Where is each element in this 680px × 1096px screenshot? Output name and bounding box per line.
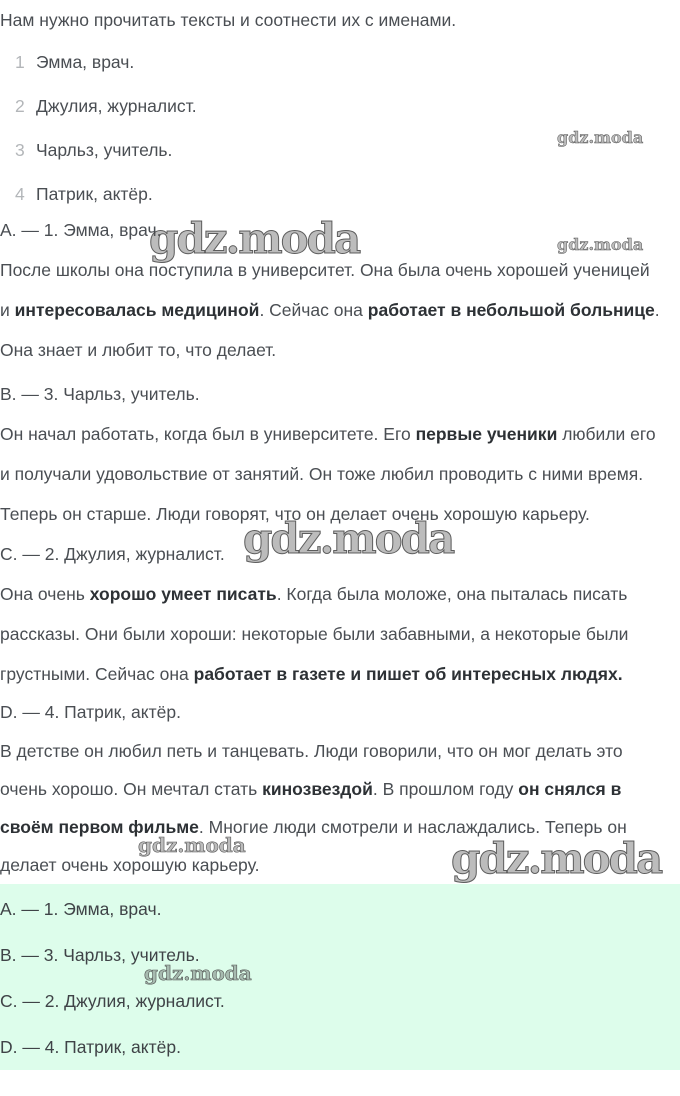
gdz-moda-watermark: gdz.moda xyxy=(144,961,252,985)
text-run: . Сейчас она xyxy=(259,300,368,320)
list-item-number: 3 xyxy=(15,140,25,160)
text-run: любили его xyxy=(557,424,656,444)
text-run-bold: интересовалась медициной xyxy=(14,300,260,320)
section-d xyxy=(0,692,680,884)
text-run: очень хорошо. Он мечтал стать xyxy=(0,779,263,799)
list-item xyxy=(0,84,680,128)
list-item-number: 2 xyxy=(15,96,25,116)
text-run: Теперь он старше. Люди говорят, что он делает очень хорошую карьеру. xyxy=(0,504,590,524)
section-paragraph xyxy=(0,574,680,694)
text-run-bold: работает в газете и пишет об интересных людях. xyxy=(193,664,623,684)
answer-line: C. — 2. Джулия, журналист. xyxy=(0,991,225,1011)
text-run: . Многие люди смотрели и наслаждались. Теперь он xyxy=(198,817,627,837)
text-run: . В прошлом году xyxy=(372,779,519,799)
text-run: Она очень xyxy=(0,584,90,604)
text-run: Он начал работать, когда был в университете. Его xyxy=(0,424,416,444)
name-list xyxy=(0,40,680,216)
gdz-moda-watermark: gdz.moda xyxy=(557,235,644,254)
gdz-moda-watermark: gdz.moda xyxy=(557,128,644,147)
paragraph-line xyxy=(0,250,680,290)
list-item-text: Джулия, журналист. xyxy=(36,96,197,116)
text-run: После школы она поступила в университет. Она была очень хорошей ученицей xyxy=(0,260,650,280)
paragraph-line xyxy=(0,330,680,370)
text-run: и получали удовольствие от занятий. Он тоже любил проводить с ними время. xyxy=(0,464,644,484)
section-paragraph xyxy=(0,250,680,370)
text-run-bold: своём первом фильме xyxy=(0,817,199,837)
section-c xyxy=(0,534,680,694)
gdz-moda-watermark: gdz.moda xyxy=(149,214,360,263)
gdz-moda-watermark: gdz.moda xyxy=(243,514,454,563)
text-run-bold: хорошо умеет писать xyxy=(89,584,277,604)
text-run: грустными. Сейчас она xyxy=(0,664,194,684)
text-run-bold: он снялся в xyxy=(518,779,622,799)
answer-line: B. — 3. Чарльз, учитель. xyxy=(0,945,200,965)
paragraph-line xyxy=(0,574,680,614)
text-run: В детстве он любил петь и танцевать. Люди говорили, что он мог делать это xyxy=(0,741,623,761)
text-run: . xyxy=(654,300,660,320)
text-run: рассказы. Они были хороши: некоторые были забавными, а некоторые были xyxy=(0,624,629,644)
section-b xyxy=(0,374,680,534)
gdz-moda-watermark: gdz.moda xyxy=(451,834,662,883)
list-item xyxy=(0,40,680,84)
paragraph-line xyxy=(0,846,680,884)
list-item-number: 4 xyxy=(15,184,25,204)
text-run-bold: работает в небольшой больнице xyxy=(367,300,655,320)
list-item-number: 1 xyxy=(15,52,25,72)
section-paragraph xyxy=(0,414,680,534)
list-item-text: Чарльз, учитель. xyxy=(36,140,173,160)
list-item-text: Патрик, актёр. xyxy=(36,184,153,204)
section-heading: A. — 1. Эмма, врач. xyxy=(0,220,162,240)
task-title: Нам нужно прочитать тексты и соотнести их с именами. xyxy=(0,10,457,30)
text-run-bold: кинозвездой xyxy=(262,779,373,799)
paragraph-line xyxy=(0,732,680,770)
text-run: и xyxy=(0,300,15,320)
section-a xyxy=(0,210,680,370)
paragraph-line xyxy=(0,414,680,454)
paragraph-line xyxy=(0,614,680,654)
paragraph-line xyxy=(0,494,680,534)
answer-line: A. — 1. Эмма, врач. xyxy=(0,899,162,919)
section-paragraph xyxy=(0,732,680,884)
text-run: Она знает и любит то, что делает. xyxy=(0,340,277,360)
paragraph-line xyxy=(0,654,680,694)
answer-line: D. — 4. Патрик, актёр. xyxy=(0,1037,181,1057)
text-run-bold: первые ученики xyxy=(415,424,558,444)
paragraph-line xyxy=(0,770,680,808)
paragraph-line xyxy=(0,454,680,494)
list-item xyxy=(0,128,680,172)
list-item-text: Эмма, врач. xyxy=(36,52,135,72)
text-run: делает очень хорошую карьеру. xyxy=(0,855,260,875)
answer-box xyxy=(0,884,680,1070)
section-heading: C. — 2. Джулия, журналист. xyxy=(0,544,225,564)
text-run: . Когда была моложе, она пыталась писать xyxy=(276,584,628,604)
gdz-moda-watermark: gdz.moda xyxy=(138,833,246,857)
paragraph-line xyxy=(0,290,680,330)
section-heading: B. — 3. Чарльз, учитель. xyxy=(0,384,200,404)
section-heading: D. — 4. Патрик, актёр. xyxy=(0,702,181,722)
paragraph-line xyxy=(0,808,680,846)
